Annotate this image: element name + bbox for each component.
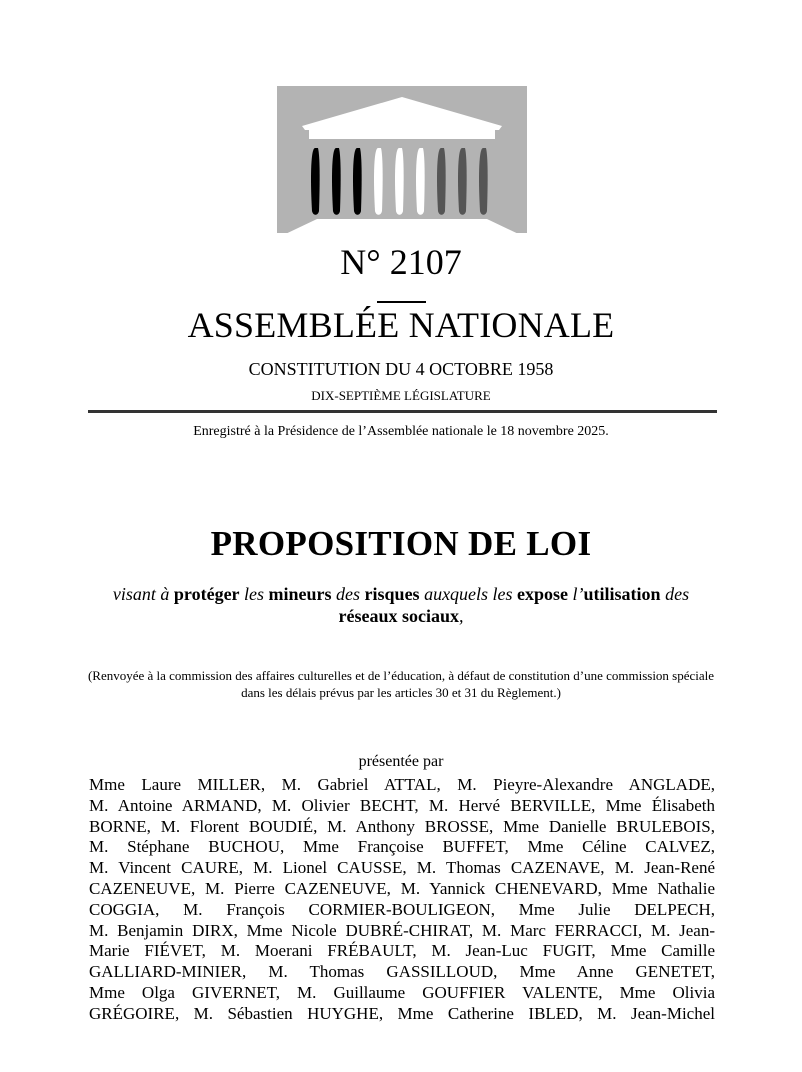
authors-line: M. Benjamin DIRX, Mme Nicole DUBRÉ-CHIRAT, M. Marc FERRACCI, M. Jean- bbox=[89, 920, 715, 940]
logo-column bbox=[479, 148, 488, 215]
subtitle-segment: , bbox=[459, 606, 464, 626]
subtitle-segment: protéger bbox=[173, 584, 240, 604]
subtitle-segment: des bbox=[660, 584, 690, 604]
authors-line: M. Antoine ARMAND, M. Olivier BECHT, M. Hervé BERVILLE, Mme Élisabeth bbox=[89, 795, 715, 815]
authors-line: Mme Laure MILLER, M. Gabriel ATTAL, M. Pieyre-Alexandre ANGLADE, bbox=[89, 775, 715, 794]
logo-column bbox=[332, 148, 341, 215]
legislature-line: DIX-SEPTIÈME LÉGISLATURE bbox=[311, 388, 491, 403]
presented-by-label: présentée par bbox=[358, 753, 444, 770]
subtitle-segment: l’ bbox=[568, 584, 584, 604]
authors-line: COGGIA, M. François CORMIER-BOULIGEON, Mme Julie DELPECH, bbox=[89, 899, 715, 919]
subtitle-segment: auxquels les bbox=[419, 584, 518, 604]
logo-columns bbox=[311, 148, 488, 215]
authors-line: CAZENEUVE, M. Pierre CAZENEUVE, M. Yannick CHENEVARD, Mme Nathalie bbox=[89, 878, 715, 898]
logo-column bbox=[311, 148, 320, 215]
subtitle-segment: mineurs bbox=[268, 584, 332, 604]
logo-column bbox=[353, 148, 362, 215]
document-number: N° 2107 bbox=[340, 242, 462, 282]
subtitle-segment: les bbox=[239, 584, 269, 604]
document-subtitle bbox=[88, 583, 714, 627]
authors-line: Mme Olga GIVERNET, M. Guillaume GOUFFIER VALENTE, Mme Olivia bbox=[89, 982, 715, 1002]
logo-column bbox=[395, 148, 404, 215]
authors-list bbox=[89, 775, 715, 1025]
subtitle-segment: risques bbox=[364, 584, 420, 604]
assemblee-nationale-logo bbox=[277, 86, 527, 233]
subtitle-segment: visant à bbox=[112, 584, 174, 604]
registration-line: Enregistré à la Présidence de l’Assemblée nationale le 18 novembre 2025. bbox=[193, 424, 609, 439]
authors-line: GALLIARD-MINIER, M. Thomas GASSILLOUD, Mme Anne GENETET, bbox=[89, 962, 715, 982]
logo-column bbox=[374, 148, 383, 215]
header-divider bbox=[88, 410, 717, 413]
subtitle-segment: expose bbox=[517, 584, 569, 604]
referral-line-2: dans les délais prévus par les articles 30 et 31 du Règlement.) bbox=[241, 685, 561, 700]
subtitle-segment: réseaux sociaux bbox=[338, 606, 459, 626]
institution-name: ASSEMBLÉE NATIONALE bbox=[187, 305, 615, 345]
authors-line: GRÉGOIRE, M. Sébastien HUYGHE, Mme Catherine IBLED, M. Jean-Michel bbox=[89, 1003, 715, 1023]
authors-line: BORNE, M. Florent BOUDIÉ, M. Anthony BROSSE, Mme Danielle BRULEBOIS, bbox=[89, 816, 715, 836]
subtitle-segment: des bbox=[331, 584, 365, 604]
logo-column bbox=[416, 148, 425, 215]
subtitle-segment: utilisation bbox=[583, 584, 661, 604]
logo-column bbox=[458, 148, 467, 215]
authors-line: M. Vincent CAURE, M. Lionel CAUSSE, M. Thomas CAZENAVE, M. Jean-René bbox=[89, 858, 715, 878]
authors-line: Marie FIÉVET, M. Moerani FRÉBAULT, M. Jean-Luc FUGIT, Mme Camille bbox=[89, 941, 715, 961]
authors-line: M. Stéphane BUCHOU, Mme Françoise BUFFET, Mme Céline CALVEZ, bbox=[89, 837, 715, 857]
referral-note bbox=[60, 667, 742, 701]
logo-column bbox=[437, 148, 446, 215]
logo-floor bbox=[277, 219, 527, 233]
constitution-line: CONSTITUTION DU 4 OCTOBRE 1958 bbox=[248, 359, 554, 379]
document-title: PROPOSITION DE LOI bbox=[210, 524, 592, 563]
referral-line-1: (Renvoyée à la commission des affaires culturelles et de l’éducation, à défaut de constitution d’une commission spéciale bbox=[87, 668, 715, 683]
